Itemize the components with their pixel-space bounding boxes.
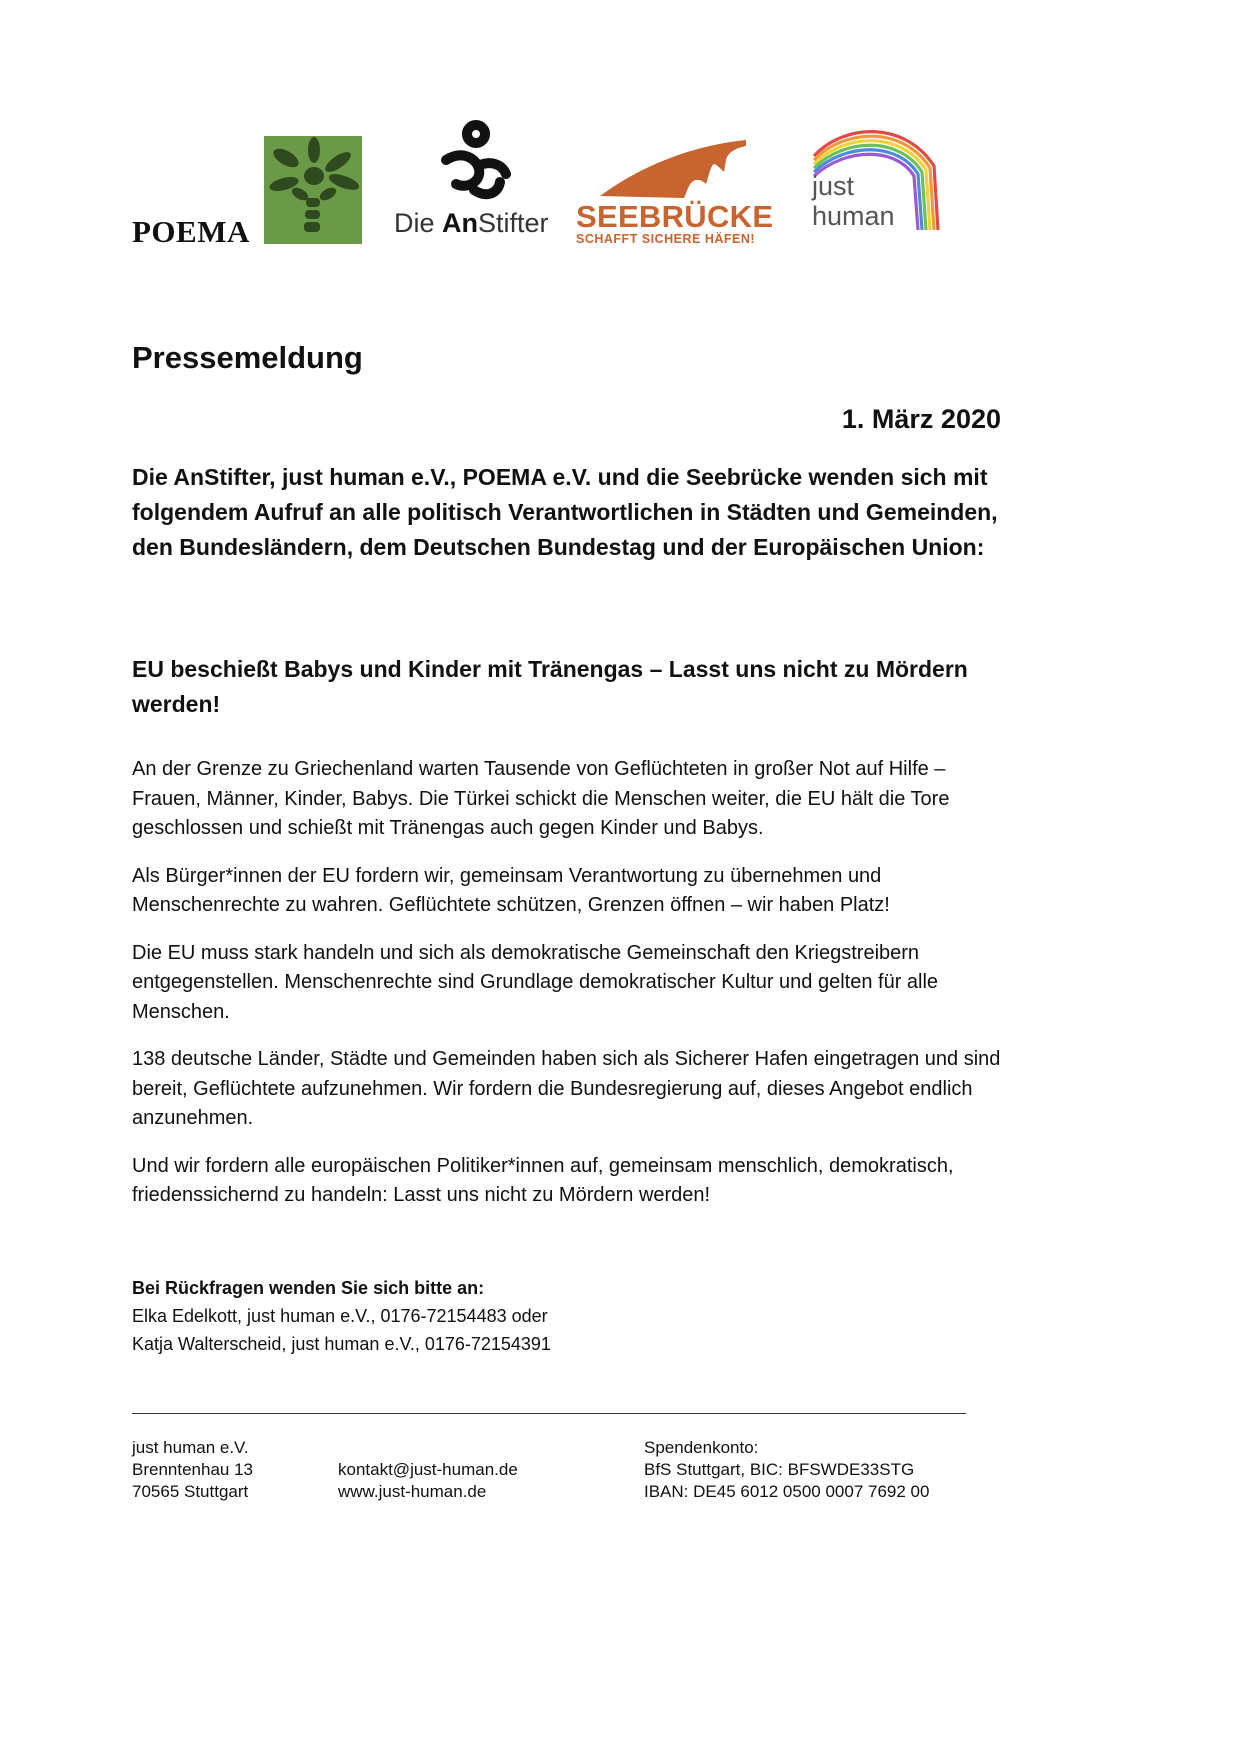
- anstifter-logo-bold: An: [442, 208, 479, 238]
- seebruecke-logo-title: SEEBRÜCKE: [576, 199, 774, 234]
- footer-address-line: 70565 Stuttgart: [132, 1482, 249, 1501]
- just-human-logo-text: [812, 172, 895, 230]
- footer-bank-line: IBAN: DE45 6012 0500 0007 7692 00: [644, 1482, 930, 1501]
- footer-web: [338, 1459, 518, 1503]
- body-text: [132, 755, 1012, 1229]
- body-paragraph: Und wir fordern alle europäischen Politiker*innen auf, gemeinsam menschlich, demokratisch, friedenssichernd zu handeln: Lasst uns nicht zu Mördern werden!: [132, 1154, 954, 1206]
- intro-statement: Die AnStifter, just human e.V., POEMA e.V. und die Seebrücke wenden sich mit folgendem Aufruf an alle politisch Verantwortlichen in Städten und Gemeinden, den Bundesländern, dem Deutschen Bundestag und der Europäischen Union:: [132, 464, 998, 560]
- contact-heading: Bei Rückfragen wenden Sie sich bitte an:: [132, 1278, 485, 1298]
- footer-address: [132, 1437, 253, 1503]
- body-paragraph: Als Bürger*innen der EU fordern wir, gemeinsam Verantwortung zu übernehmen und Menschenrechte zu wahren. Geflüchtete schützen, Grenzen öffnen – wir haben Platz!: [132, 864, 890, 916]
- footer-bank-line: Spendenkonto:: [644, 1438, 759, 1457]
- footer-address-line: Brenntenhau 13: [132, 1460, 253, 1479]
- seebruecke-logo-subtitle: SCHAFFT SICHERE HÄFEN!: [576, 232, 756, 246]
- page-title: Pressemeldung: [132, 340, 363, 375]
- contact-block: [132, 1274, 832, 1358]
- footer-divider: [132, 1413, 966, 1414]
- anstifter-figure-logo-icon: [434, 120, 514, 204]
- just-human-logo-line1: just: [812, 171, 855, 201]
- footer-address-line: just human e.V.: [132, 1438, 249, 1457]
- poema-palm-logo-icon: [264, 136, 362, 244]
- body-paragraph: 138 deutsche Länder, Städte und Gemeinden haben sich als Sicherer Hafen eingetragen und sind bereit, Geflüchtete aufzunehmen. Wir fordern die Bundesregierung auf, dieses Angebot endlich anzunehmen.: [132, 1048, 1001, 1129]
- press-release-date: 1. März 2020: [841, 404, 1001, 434]
- body-paragraph: An der Grenze zu Griechenland warten Tausende von Geflüchteten in großer Not auf Hilfe – Frauen, Männer, Kinder, Babys. Die Türkei schickt die Menschen weiter, die EU hält die Tore geschlossen und schießt mit Tränengas auch gegen Kinder und Babys.: [132, 758, 950, 839]
- footer-bank-line: BfS Stuttgart, BIC: BFSWDE33STG: [644, 1460, 915, 1479]
- anstifter-logo-prefix: Die: [394, 208, 443, 238]
- contact-line: Katja Walterscheid, just human e.V., 0176-72154391: [132, 1334, 551, 1354]
- contact-line: Elka Edelkott, just human e.V., 0176-72154483 oder: [132, 1306, 548, 1326]
- footer-bank: [644, 1437, 929, 1503]
- anstifter-logo-text: [394, 208, 549, 239]
- footer-website-link[interactable]: www.just-human.de: [338, 1482, 487, 1501]
- footer-email-link[interactable]: kontakt@just-human.de: [338, 1460, 518, 1479]
- just-human-logo-line2: human: [812, 201, 895, 231]
- anstifter-logo-rest: Stifter: [478, 208, 549, 238]
- seebruecke-bridge-logo-icon: [598, 140, 748, 200]
- poema-logo-text: POEMA: [132, 214, 250, 249]
- headline: EU beschießt Babys und Kinder mit Tränengas – Lasst uns nicht zu Mördern werden!: [132, 656, 968, 717]
- body-paragraph: Die EU muss stark handeln und sich als demokratische Gemeinschaft den Kriegstreibern entgegenstellen. Menschenrechte sind Grundlage demokratischer Kultur und gelten für alle Menschen.: [132, 941, 939, 1023]
